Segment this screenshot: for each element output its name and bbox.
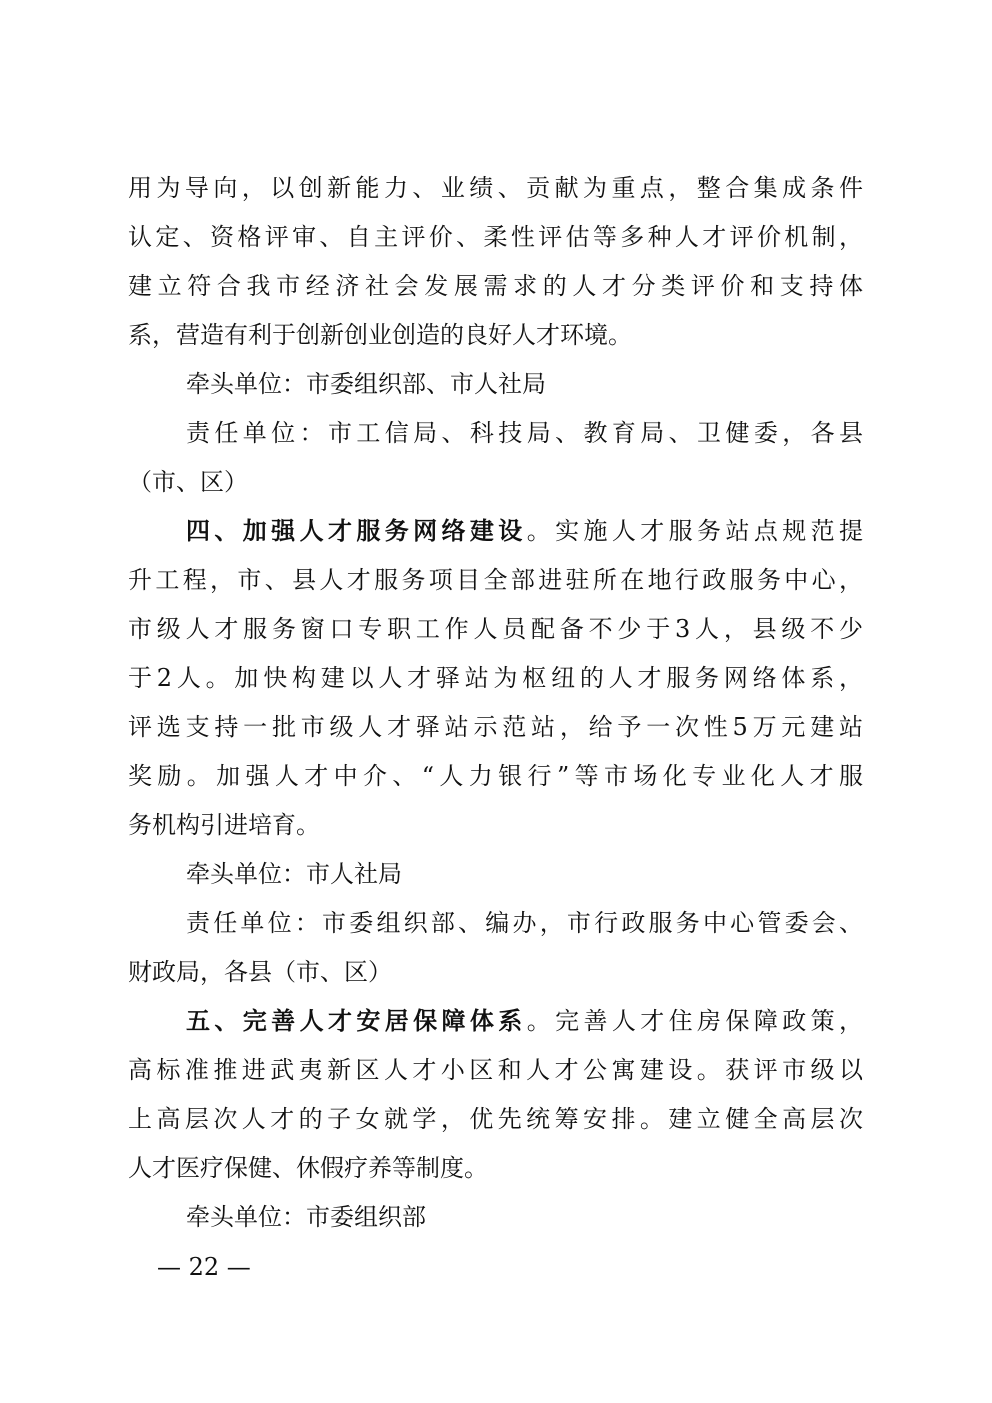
section-5-text: 。完善人才住房保障政策， [526,1007,863,1035]
paragraph-line: 认定、资格评审、自主评价、柔性评估等多种人才评价机制， [128,223,863,251]
paragraph-line: 建立符合我市经济社会发展需求的人才分类评价和支持体 [128,272,863,300]
lead-unit-line: 牵头单位：市委组织部 [186,1203,426,1231]
paragraph-line: 高标准推进武夷新区人才小区和人才公寓建设。获评市级以 [128,1056,863,1084]
responsible-unit-line: 责任单位：市委组织部、编办，市行政服务中心管委会、 [186,909,863,937]
responsible-unit-line: 财政局，各县（市、区） [128,958,392,986]
section-4-first-line [128,507,863,556]
section-4-text: 。实施人才服务站点规范提 [526,517,863,545]
section-5-heading: 五、完善人才安居保障体系 [186,1007,527,1035]
paragraph-line: 于2人。加快构建以人才驿站为枢纽的人才服务网络体系， [128,664,863,692]
document-body [128,164,863,1242]
paragraph-line: 系，营造有利于创新创业创造的良好人才环境。 [128,321,632,349]
section-5-first-line [128,997,863,1046]
page-number: — 22 — [157,1253,251,1281]
responsible-unit-line: 责任单位：市工信局、科技局、教育局、卫健委，各县 [186,419,863,447]
responsible-unit-line: （市、区） [128,468,248,496]
paragraph-line: 用为导向，以创新能力、业绩、贡献为重点，整合集成条件 [128,174,863,202]
lead-unit-line: 牵头单位：市人社局 [186,860,402,888]
paragraph-line: 评选支持一批市级人才驿站示范站，给予一次性5万元建站 [128,713,863,741]
paragraph-line: 市级人才服务窗口专职工作人员配备不少于3人，县级不少 [128,615,863,643]
lead-unit-line: 牵头单位：市委组织部、市人社局 [186,370,546,398]
paragraph-line: 人才医疗保健、休假疗养等制度。 [128,1154,488,1182]
section-4-heading: 四、加强人才服务网络建设 [186,517,527,545]
paragraph-line: 奖励。加强人才中介、“人力银行”等市场化专业化人才服 [128,762,863,790]
paragraph-line: 上高层次人才的子女就学，优先统筹安排。建立健全高层次 [128,1105,863,1133]
paragraph-line: 务机构引进培育。 [128,811,320,839]
paragraph-line: 升工程，市、县人才服务项目全部进驻所在地行政服务中心， [128,566,863,594]
